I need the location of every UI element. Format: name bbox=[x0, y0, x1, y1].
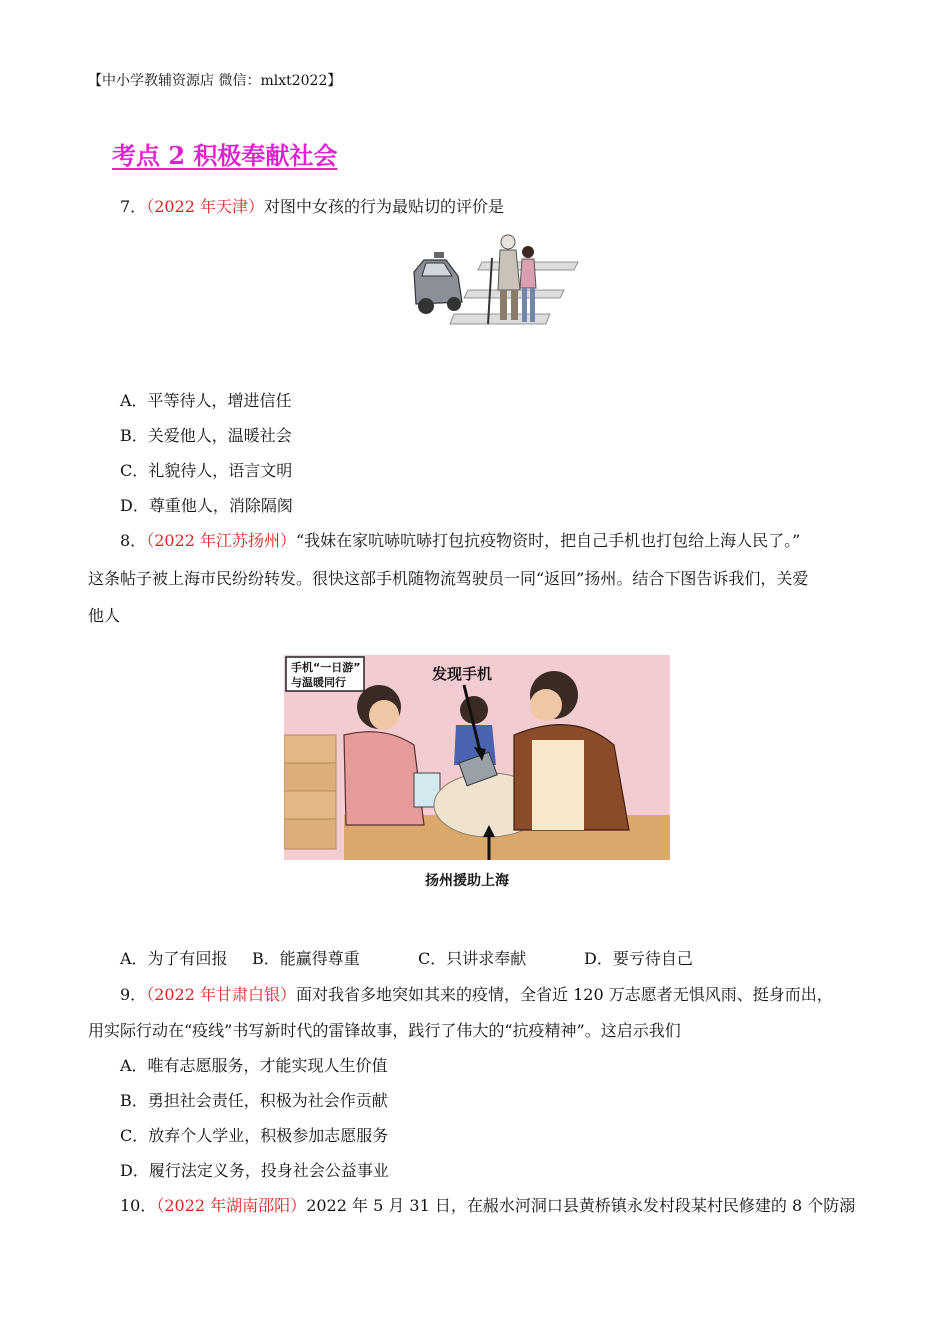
q9-option-c: C．放弃个人学业，积极参加志愿服务 bbox=[120, 1126, 389, 1145]
question-text: 2022 年 5 月 31 日，在赧水河洞口县黄桥镇永发村段某村民修建的 8 个防溺 bbox=[306, 1196, 856, 1215]
q7-option-b: B．关爱他人，温暖社会 bbox=[120, 426, 292, 445]
q9-option-a: A．唯有志愿服务，才能实现人生价值 bbox=[120, 1056, 388, 1075]
section-title: 考点 2 积极奉献社会 bbox=[112, 141, 338, 170]
q7-option-c: C．礼貌待人，语言文明 bbox=[120, 461, 293, 480]
question-text: 面对我省多地突如其来的疫情，全省近 120 万志愿者无惧风雨、挺身而出， bbox=[296, 985, 833, 1004]
question-9-stem bbox=[120, 982, 833, 1005]
figure-arrow-label: 发现手机 bbox=[432, 665, 493, 683]
q7-option-d: D．尊重他人，消除隔阂 bbox=[120, 496, 293, 515]
yangzhou-aid-illustration bbox=[284, 655, 670, 860]
q8-option-a: A．为了有回报 bbox=[120, 949, 228, 968]
q8-option-d: D．要亏待自己 bbox=[584, 949, 693, 968]
question-text: “我妹在家吭哧吭哧打包抗疫物资时，把自己手机也打包给上海人民了。” bbox=[296, 531, 801, 550]
figure-box-label-2: 与温暖同行 bbox=[291, 676, 346, 689]
question-source: （2022 年天津） bbox=[146, 197, 264, 216]
figure-caption: 扬州援助上海 bbox=[425, 873, 509, 889]
page-header: 【中小学教辅资源店 微信：mlxt2022】 bbox=[88, 73, 342, 89]
q7-option-a: A．平等待人，增进信任 bbox=[120, 391, 292, 410]
question-7-stem bbox=[120, 194, 504, 217]
question-number: 7． bbox=[120, 197, 147, 216]
q9-option-d: D．履行法定义务，投身社会公益事业 bbox=[120, 1161, 389, 1180]
question-source: （2022 年甘肃白银） bbox=[146, 985, 296, 1004]
crosswalk-illustration bbox=[412, 232, 580, 332]
question-number: 9． bbox=[120, 985, 147, 1004]
q8-option-b: B．能赢得尊重 bbox=[252, 949, 360, 968]
question-10-stem bbox=[120, 1193, 855, 1216]
q8-option-c: C．只讲求奉献 bbox=[418, 949, 527, 968]
question-source: （2022 年湖南邵阳） bbox=[156, 1196, 307, 1215]
q9-option-b: B．勇担社会责任，积极为社会作贡献 bbox=[120, 1091, 388, 1110]
figure-box-label-1: 手机“一日游” bbox=[291, 661, 361, 674]
question-8-stem-line3: 他人 bbox=[88, 606, 121, 625]
question-text: 对图中女孩的行为最贴切的评价是 bbox=[264, 197, 505, 216]
question-number: 10． bbox=[120, 1196, 157, 1215]
question-9-stem-line2: 用实际行动在“疫线”书写新时代的雷锋故事，践行了伟大的“抗疫精神”。这启示我们 bbox=[88, 1021, 681, 1040]
question-8-stem-line2: 这条帖子被上海市民纷纷转发。很快这部手机随物流驾驶员一同“返回”扬州。结合下图告诉我们，关爱 bbox=[88, 569, 809, 588]
question-number: 8． bbox=[120, 531, 147, 550]
question-source: （2022 年江苏扬州） bbox=[146, 531, 296, 550]
question-8-stem bbox=[120, 528, 800, 551]
